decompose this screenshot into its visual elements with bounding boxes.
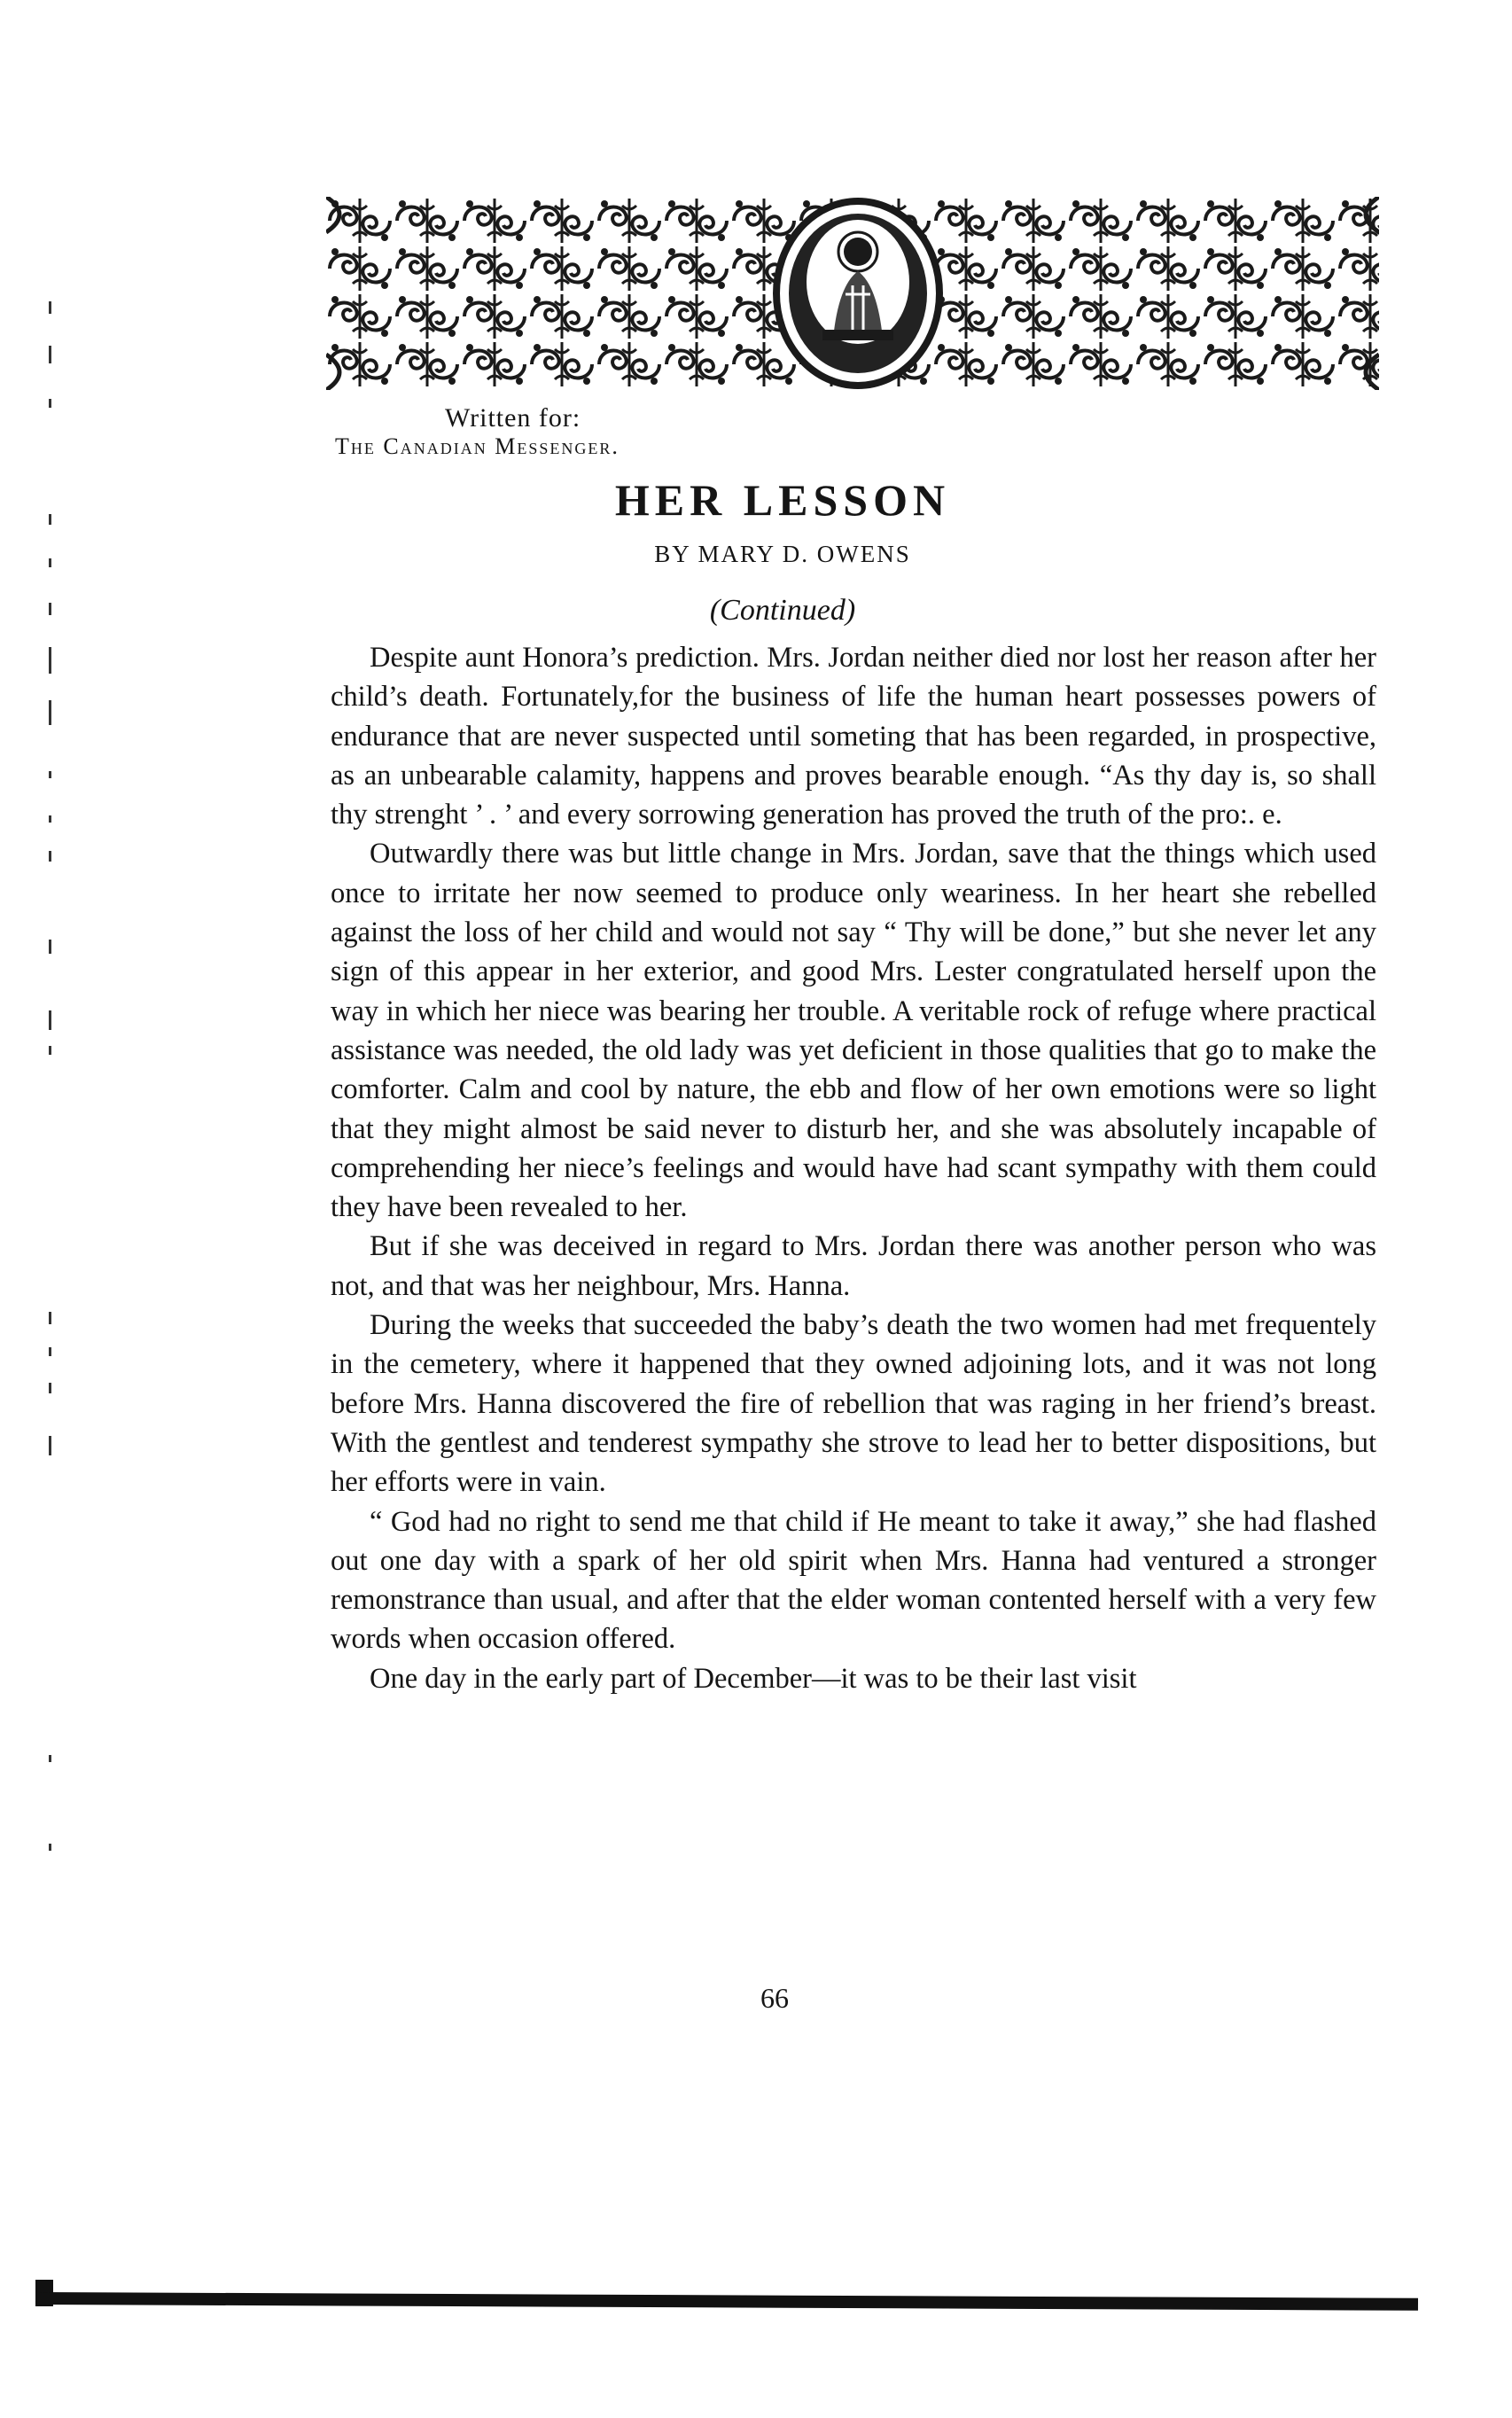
written-for-line: Written for: <box>445 403 581 433</box>
author-byline: BY MARY D. OWENS <box>654 541 911 567</box>
ornamental-header-band <box>326 197 1379 390</box>
continued-note: (Continued) <box>709 594 856 627</box>
article-body <box>331 638 1376 1698</box>
paragraph: During the weeks that succeeded the baby’s death the two women had met frequentely in the cemetery, where it happened that they owned adjoining lots, and it was not long before Mrs. Hanna discovered the fire of rebellion that was raging in her friend’s breast. With the gentlest and tenderest sympathy she strove to lead her to better dispositions, but her efforts were in vain. <box>331 1309 1376 1499</box>
paragraph: “ God had no right to send me that child if He meant to take it away,” she had flashed out one day with a spark of her old spirit when Mrs. Hanna had ventured a stronger remonstrance than usual, and after that the elder woman contented herself with a very few words when occasion offered. <box>331 1505 1376 1656</box>
article-title: HER LESSON <box>614 475 951 525</box>
publication-name: The Canadian Messenger. <box>335 433 620 459</box>
paragraph: But if she was deceived in regard to Mrs. Jordan there was another person who was not, and that was her neighbour, Mrs. Hanna. <box>331 1230 1376 1302</box>
paragraph: Despite aunt Honora’s prediction. Mrs. Jordan neither died nor lost her reason after her child’s death. Fortunately,for the business of life the human heart possesses powers of endurance that are never suspected until someting that has been regarded, in prospective, as an unbearable calamity, happens and proves bearable enough. “As thy day is, so shall thy strenght ’ . ’ and every sorrowing generation has proved the truth of the pro:. e. <box>331 642 1376 831</box>
paragraph: One day in the early part of December—it was to be their last visit <box>370 1662 1137 1695</box>
paragraph: Outwardly there was but little change in Mrs. Jordan, save that the things which used once to irritate her now seemed to produce only weariness. In her heart she rebelled against the loss of her child and would not say “ Thy will be done,” but she never let any sign of this appear in her exterior, and good Mrs. Lester congratulated herself upon the way in which her niece was bearing her trouble. A veritable rock of refuge where practical assistance was needed, the old lady was yet deficient in those qualities that go to make the comforter. Calm and cool by nature, the ebb and flow of her own emotions were so light that they might almost be said never to disturb her, and she was absolutely incapable of comprehending her niece’s feelings and would have had scant sympathy with them could they have been revealed to her. <box>331 838 1376 1224</box>
page-number: 66 <box>760 1982 789 2014</box>
ornamental-scroll-icon <box>326 197 1379 390</box>
scan-bottom-edge <box>35 2292 1418 2311</box>
